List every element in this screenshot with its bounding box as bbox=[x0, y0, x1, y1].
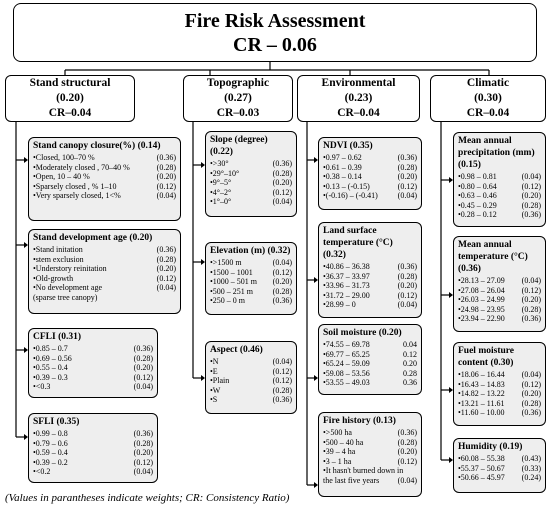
criterion-option bbox=[210, 268, 292, 278]
option-label: •13.21 – 11.61 bbox=[458, 398, 505, 408]
option-label: •stem exclusion bbox=[33, 254, 84, 264]
option-label: •40.86 – 36.38 bbox=[323, 262, 370, 271]
criterion-option bbox=[210, 367, 292, 377]
option-weight: (0.36) bbox=[521, 408, 541, 418]
option-label: •69.77 – 65.25 bbox=[323, 349, 370, 359]
option-label: •14.82 – 13.22 bbox=[458, 389, 505, 399]
criterion-option bbox=[323, 300, 417, 310]
goal-consistency-ratio: CR – 0.06 bbox=[233, 34, 317, 56]
criterion-cfli bbox=[28, 328, 158, 398]
criterion-option bbox=[323, 153, 417, 163]
criterion-title: Elevation (m) (0.32) bbox=[210, 246, 291, 256]
option-label: •<0.2 bbox=[33, 467, 51, 477]
criterion-option bbox=[323, 262, 417, 272]
criterion-title: Slope (degree) bbox=[210, 135, 268, 145]
option-label: •S bbox=[210, 395, 218, 405]
criterion-ndvi bbox=[318, 137, 422, 210]
option-label: •60.08 – 55.38 bbox=[458, 454, 505, 463]
criterion-option bbox=[323, 272, 417, 282]
option-label: •E bbox=[210, 366, 218, 376]
criterion-option bbox=[323, 340, 417, 350]
criterion-option bbox=[210, 357, 292, 367]
criterion-option bbox=[33, 182, 176, 192]
criterion-weight: (0.22) bbox=[210, 147, 233, 157]
criterion-title: Mean annual bbox=[458, 240, 512, 250]
option-weight: (0.33) bbox=[521, 463, 541, 473]
criterion-option bbox=[210, 159, 292, 169]
option-weight: (0.12) bbox=[521, 285, 541, 295]
criterion-option bbox=[458, 172, 541, 182]
option-weight: (0.04) bbox=[156, 191, 176, 201]
option-label: •33.96 – 31.73 bbox=[323, 281, 370, 291]
criterion-option bbox=[323, 369, 417, 379]
criterion-title: Stand development age (0.20) bbox=[33, 233, 153, 243]
option-weight: (0.36) bbox=[397, 428, 417, 437]
criterion-option bbox=[458, 182, 541, 192]
criterion-option bbox=[33, 191, 176, 201]
criterion-option bbox=[33, 274, 176, 284]
option-weight: (0.36) bbox=[156, 245, 176, 254]
option-label: •Open, 10 – 40 % bbox=[33, 172, 90, 182]
option-weight: (0.28) bbox=[272, 385, 292, 395]
criterion-option bbox=[323, 191, 417, 201]
criterion-option bbox=[33, 293, 176, 303]
option-weight: (0.36) bbox=[133, 344, 153, 353]
criterion-aspect bbox=[205, 341, 297, 414]
criterion-fire-history bbox=[318, 412, 422, 497]
option-weight: (0.20) bbox=[521, 191, 541, 201]
criterion-option bbox=[33, 363, 153, 373]
category-name: Topographic bbox=[206, 77, 270, 89]
category-cr: CR–0.04 bbox=[48, 107, 92, 119]
option-label: •29°–10° bbox=[210, 168, 240, 178]
criterion-option bbox=[323, 378, 417, 388]
option-weight: (0.12) bbox=[397, 290, 417, 300]
option-label: •16.43 – 14.83 bbox=[458, 379, 505, 389]
option-weight: (0.36) bbox=[272, 296, 292, 306]
criterion-option bbox=[323, 438, 417, 448]
option-label: •74.55 – 69.78 bbox=[323, 340, 370, 349]
page-title: Fire Risk Assessment bbox=[184, 10, 366, 32]
option-weight: 0.28 bbox=[403, 368, 417, 378]
option-weight: (0.04) bbox=[397, 300, 417, 310]
option-label: •>1500 m bbox=[210, 258, 242, 267]
category-weight: (0.27) bbox=[224, 92, 252, 104]
option-label: •Sparsely closed , % 1–10 bbox=[33, 181, 117, 191]
option-weight: (0.20) bbox=[521, 295, 541, 305]
criterion-option bbox=[33, 382, 153, 392]
option-label: •<0.3 bbox=[33, 382, 51, 392]
criterion-option bbox=[210, 277, 292, 287]
criterion-option bbox=[323, 281, 417, 291]
criterion-option bbox=[323, 172, 417, 182]
option-weight: (0.12) bbox=[272, 187, 292, 197]
option-weight: (0.04) bbox=[156, 283, 176, 293]
option-label: •0.38 – 0.14 bbox=[323, 172, 362, 182]
option-weight: (0.12) bbox=[521, 181, 541, 191]
option-label: •250 – 0 m bbox=[210, 296, 246, 306]
criterion-elevation bbox=[205, 242, 297, 315]
option-label: •0.45 – 0.29 bbox=[458, 200, 497, 210]
option-weight: (0.04) bbox=[521, 276, 541, 285]
criterion-title-line2: precipitation (mm) bbox=[458, 148, 535, 158]
criterion-title: Stand canopy closure(%) bbox=[33, 141, 136, 151]
option-weight: (0.20) bbox=[397, 281, 417, 291]
option-label: •>500 ha bbox=[323, 428, 352, 437]
criterion-title: Soil moisture (0.20) bbox=[323, 328, 402, 338]
option-label: (sparse tree canopy) bbox=[33, 292, 98, 302]
option-weight: (0.36) bbox=[133, 429, 153, 438]
criterion-title: Mean annual bbox=[458, 136, 512, 146]
option-weight: (0.36) bbox=[397, 262, 417, 271]
option-weight: (0.12) bbox=[156, 181, 176, 191]
criterion-option bbox=[33, 283, 176, 293]
option-weight: (0.20) bbox=[272, 178, 292, 188]
option-label: •500 – 251 m bbox=[210, 286, 254, 296]
option-label: •Plain bbox=[210, 376, 230, 386]
option-weight: (0.43) bbox=[521, 454, 541, 463]
option-label: •No development age bbox=[33, 283, 102, 293]
option-label: •27.08 – 26.04 bbox=[458, 285, 505, 295]
criterion-option bbox=[458, 370, 541, 380]
option-weight: (0.20) bbox=[133, 448, 153, 458]
option-label: •0.99 – 0.8 bbox=[33, 429, 68, 438]
option-weight: (0.36) bbox=[521, 210, 541, 220]
criterion-option bbox=[210, 386, 292, 396]
category-weight: (0.20) bbox=[56, 92, 84, 104]
option-label: •Understory reinitation bbox=[33, 264, 107, 274]
criterion-option bbox=[323, 291, 417, 301]
criterion-option bbox=[458, 314, 541, 324]
option-weight: (0.28) bbox=[272, 286, 292, 296]
option-weight: (0.12) bbox=[272, 366, 292, 376]
option-label: •Moderately closed , 70–40 % bbox=[33, 162, 130, 172]
criterion-title: NDVI (0.35) bbox=[323, 141, 373, 151]
criterion-option bbox=[323, 350, 417, 360]
criterion-option bbox=[458, 201, 541, 211]
criterion-title: CFLI (0.31) bbox=[33, 332, 82, 342]
option-weight: (0.20) bbox=[156, 172, 176, 182]
criterion-option bbox=[33, 264, 176, 274]
criterion-land-surface-temp bbox=[318, 222, 422, 318]
criterion-title-line2: temperature (°C) bbox=[458, 252, 528, 262]
criterion-option bbox=[33, 429, 153, 439]
option-weight: (0.04) bbox=[272, 258, 292, 267]
option-label: •N bbox=[210, 357, 219, 366]
option-label: •0.80 – 0.64 bbox=[458, 181, 497, 191]
criterion-option bbox=[323, 359, 417, 369]
option-weight: (0.04) bbox=[272, 357, 292, 366]
criterion-option bbox=[458, 454, 541, 464]
criterion-option bbox=[458, 408, 541, 418]
option-label: •28.99 – 0 bbox=[323, 300, 356, 310]
criterion-soil-moisture bbox=[318, 324, 422, 395]
criterion-canopy-closure bbox=[28, 137, 181, 221]
option-label: •0.39 – 0.2 bbox=[33, 457, 68, 467]
option-label: •0.79 – 0.6 bbox=[33, 438, 68, 448]
option-weight: (0.28) bbox=[397, 162, 417, 172]
option-weight: (0.04) bbox=[521, 370, 541, 379]
option-weight: (0.12) bbox=[272, 376, 292, 386]
criterion-option bbox=[458, 473, 541, 483]
option-weight: (0.28) bbox=[397, 437, 417, 447]
option-weight: (0.20) bbox=[397, 447, 417, 457]
criterion-option bbox=[458, 210, 541, 220]
option-label: •9°–5° bbox=[210, 178, 232, 188]
option-label: •59.08 – 53.56 bbox=[323, 368, 370, 378]
option-label: •It hasn't burned down in bbox=[323, 466, 404, 476]
option-label: •Old-growth bbox=[33, 273, 74, 283]
criterion-option bbox=[210, 197, 292, 207]
criterion-option bbox=[33, 245, 176, 255]
category-cr: CR–0.04 bbox=[337, 107, 380, 119]
option-weight: (0.20) bbox=[272, 277, 292, 287]
criterion-fuel-moisture bbox=[453, 342, 546, 426]
category-topographic bbox=[183, 75, 293, 122]
option-label: •3 – 1 ha bbox=[323, 456, 352, 466]
option-weight: (0.12) bbox=[133, 372, 153, 382]
criterion-temperature bbox=[453, 236, 546, 332]
category-cr: CR–0.04 bbox=[466, 107, 510, 119]
option-label: •36.37 – 33.97 bbox=[323, 271, 370, 281]
criterion-precipitation bbox=[453, 132, 546, 227]
option-weight: (0.24) bbox=[521, 473, 541, 483]
category-weight: (0.23) bbox=[344, 92, 373, 104]
criterion-option bbox=[458, 191, 541, 201]
criterion-option bbox=[33, 439, 153, 449]
option-weight: (0.12) bbox=[272, 267, 292, 277]
option-label: •0.63 – 0.46 bbox=[458, 191, 497, 201]
category-environmental bbox=[297, 75, 420, 122]
criterion-option bbox=[458, 305, 541, 315]
criterion-option bbox=[458, 389, 541, 399]
criterion-option bbox=[33, 467, 153, 477]
option-weight: (0.36) bbox=[521, 314, 541, 324]
option-label: •1000 – 501 m bbox=[210, 277, 258, 287]
category-climatic bbox=[430, 75, 546, 122]
figure-footnote: (Values in parantheses indicate weights; CR: Consistency Ratio) bbox=[5, 492, 290, 504]
option-weight: (0.28) bbox=[397, 271, 417, 281]
criterion-weight: (0.14) bbox=[137, 141, 161, 151]
criterion-option bbox=[33, 344, 153, 354]
criterion-option bbox=[33, 448, 153, 458]
option-weight: (0.28) bbox=[156, 162, 176, 172]
option-weight: (0.20) bbox=[397, 172, 417, 182]
option-weight: (0.28) bbox=[133, 438, 153, 448]
category-weight: (0.30) bbox=[474, 92, 502, 104]
option-weight: (0.12) bbox=[397, 456, 417, 466]
option-weight: (0.28) bbox=[521, 398, 541, 408]
criterion-option bbox=[33, 373, 153, 383]
category-name: Climatic bbox=[466, 77, 510, 89]
criterion-title: Land surface bbox=[323, 226, 377, 236]
criterion-option bbox=[210, 395, 292, 405]
option-label: •W bbox=[210, 385, 221, 395]
option-weight: (0.04) bbox=[133, 467, 153, 477]
option-weight: (0.28) bbox=[521, 200, 541, 210]
criterion-option bbox=[210, 376, 292, 386]
criterion-option bbox=[33, 255, 176, 265]
criterion-option bbox=[458, 399, 541, 409]
option-weight: (0.04) bbox=[397, 475, 417, 485]
criterion-title: Fire history (0.13) bbox=[323, 416, 396, 426]
option-weight: (0.36) bbox=[397, 153, 417, 162]
option-weight: (0.12) bbox=[521, 379, 541, 389]
criterion-option bbox=[33, 153, 176, 163]
option-weight: (0.28) bbox=[156, 254, 176, 264]
option-label: •0.28 – 0.12 bbox=[458, 210, 497, 220]
category-name: Stand structural bbox=[29, 77, 111, 89]
option-weight: (0.04) bbox=[521, 172, 541, 181]
option-label: •55.37 – 50.67 bbox=[458, 463, 505, 473]
criterion-option bbox=[210, 287, 292, 297]
category-cr: CR–0.03 bbox=[216, 107, 260, 119]
option-label: •65.24 – 59.09 bbox=[323, 359, 370, 369]
criterion-option bbox=[33, 172, 176, 182]
option-label: •0.98 – 0.81 bbox=[458, 172, 497, 181]
criterion-option bbox=[458, 276, 541, 286]
option-label: •0.55 – 0.4 bbox=[33, 363, 68, 373]
criterion-option bbox=[210, 169, 292, 179]
option-weight: (0.04) bbox=[272, 197, 292, 207]
criterion-title: SFLI (0.35) bbox=[33, 417, 80, 427]
option-label: •0.13 – (-0.15) bbox=[323, 181, 370, 191]
option-weight: (0.28) bbox=[521, 304, 541, 314]
option-label: •24.98 – 23.95 bbox=[458, 304, 505, 314]
criterion-title-line2: temperature (°C) bbox=[323, 238, 393, 248]
option-weight: (0.28) bbox=[133, 353, 153, 363]
option-label: •>30° bbox=[210, 159, 229, 168]
option-label: •53.55 – 49.03 bbox=[323, 378, 370, 388]
option-label: •1°–0° bbox=[210, 197, 232, 207]
option-label: •Very sparsely closed, 1<% bbox=[33, 191, 121, 201]
option-weight: 0.04 bbox=[403, 340, 417, 349]
criterion-option bbox=[210, 296, 292, 306]
criterion-title: Aspect (0.46) bbox=[210, 345, 263, 355]
criterion-option bbox=[323, 163, 417, 173]
criterion-option bbox=[210, 178, 292, 188]
option-label: •23.94 – 22.90 bbox=[458, 314, 505, 324]
criterion-option bbox=[458, 380, 541, 390]
option-weight: (0.36) bbox=[272, 159, 292, 168]
option-label: •28.13 – 27.09 bbox=[458, 276, 505, 285]
criterion-option bbox=[33, 354, 153, 364]
option-label: •18.06 – 16.44 bbox=[458, 370, 505, 379]
option-label: •(-0.16) – (-0.41) bbox=[323, 191, 378, 201]
option-weight: (0.28) bbox=[272, 168, 292, 178]
option-weight: (0.36) bbox=[156, 153, 176, 162]
criterion-option bbox=[323, 476, 417, 486]
criterion-slope bbox=[205, 131, 297, 217]
goal-box bbox=[13, 3, 537, 62]
option-label: •0.59 – 0.4 bbox=[33, 448, 68, 458]
option-label: •0.85 – 0.7 bbox=[33, 344, 68, 353]
criterion-weight: (0.36) bbox=[458, 264, 481, 274]
option-label: •1500 – 1001 bbox=[210, 267, 253, 277]
option-label: •0.97 – 0.62 bbox=[323, 153, 362, 162]
option-label: •39 – 4 ha bbox=[323, 447, 356, 457]
option-label: •26.03 – 24.99 bbox=[458, 295, 505, 305]
criterion-option bbox=[33, 458, 153, 468]
option-label: •0.69 – 0.56 bbox=[33, 353, 72, 363]
option-label: •50.66 – 45.97 bbox=[458, 473, 505, 483]
option-weight: (0.12) bbox=[397, 181, 417, 191]
category-name: Environmental bbox=[321, 77, 396, 89]
criterion-option bbox=[323, 457, 417, 467]
option-label: •11.60 – 10.00 bbox=[458, 408, 505, 418]
option-weight: 0.20 bbox=[403, 359, 417, 369]
option-label: the last five years bbox=[323, 475, 380, 485]
option-weight: (0.12) bbox=[156, 273, 176, 283]
criterion-humidity bbox=[453, 438, 546, 493]
option-weight: 0.36 bbox=[403, 378, 417, 388]
option-weight: (0.20) bbox=[156, 264, 176, 274]
option-weight: (0.12) bbox=[133, 457, 153, 467]
criterion-development-age bbox=[28, 229, 181, 314]
criterion-option bbox=[458, 464, 541, 474]
criterion-title: Humidity (0.19) bbox=[458, 442, 523, 452]
option-weight: (0.20) bbox=[521, 389, 541, 399]
criterion-option bbox=[323, 428, 417, 438]
criterion-sfli bbox=[28, 413, 158, 483]
criterion-option bbox=[210, 188, 292, 198]
criterion-option bbox=[33, 163, 176, 173]
option-weight: (0.20) bbox=[133, 363, 153, 373]
option-label: •31.72 – 29.00 bbox=[323, 290, 370, 300]
option-weight: (0.36) bbox=[272, 395, 292, 405]
option-weight: 0.12 bbox=[403, 349, 417, 359]
option-label: •Closed, 100–70 % bbox=[33, 153, 95, 162]
criterion-title-line2: content (0.30) bbox=[458, 358, 514, 368]
criterion-weight: (0.32) bbox=[323, 250, 346, 260]
criterion-option bbox=[458, 286, 541, 296]
criterion-option bbox=[323, 447, 417, 457]
option-label: •4°–2° bbox=[210, 187, 232, 197]
criterion-option bbox=[210, 258, 292, 268]
option-weight: (0.04) bbox=[397, 191, 417, 201]
category-stand-structural bbox=[5, 75, 135, 122]
option-label: •Stand initation bbox=[33, 245, 83, 254]
option-label: •0.39 – 0.3 bbox=[33, 372, 68, 382]
criterion-option bbox=[323, 182, 417, 192]
criterion-option bbox=[458, 295, 541, 305]
criterion-option bbox=[323, 466, 417, 476]
criterion-title: Fuel moisture bbox=[458, 346, 515, 356]
option-label: •0.61 – 0.39 bbox=[323, 162, 362, 172]
option-label: •500 – 40 ha bbox=[323, 437, 364, 447]
option-weight: (0.04) bbox=[133, 382, 153, 392]
criterion-weight: (0.15) bbox=[458, 160, 481, 170]
